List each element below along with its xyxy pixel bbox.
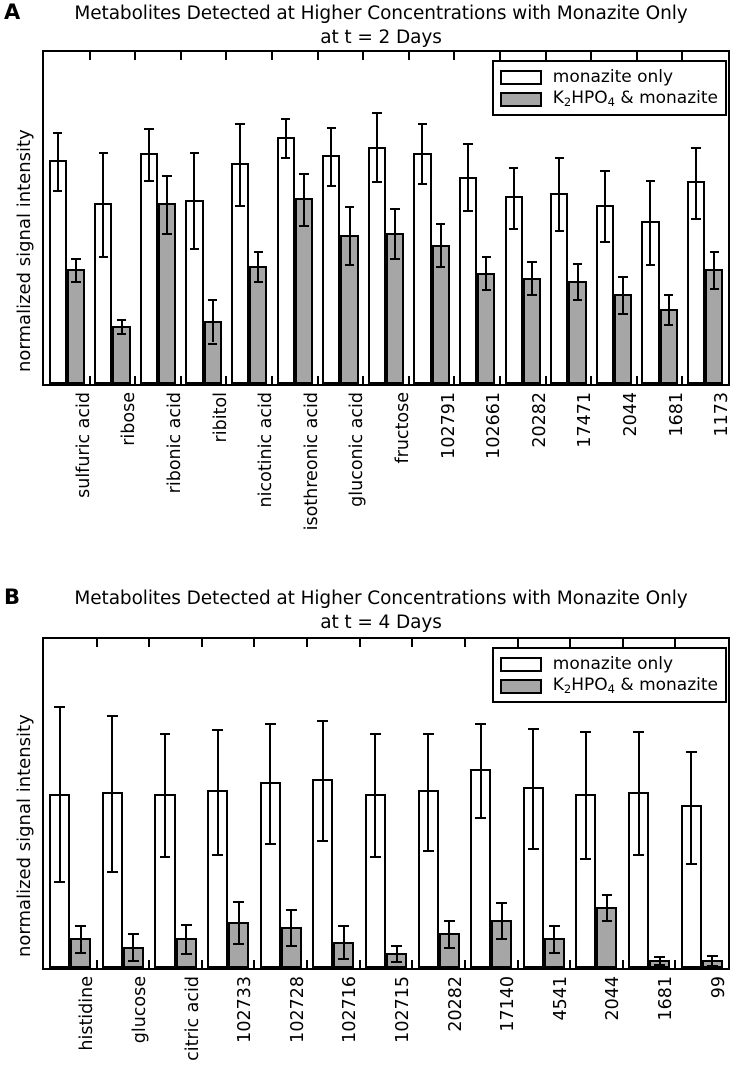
error-bar-line	[558, 157, 560, 230]
error-bar-line	[485, 256, 487, 289]
error-bar-line	[75, 258, 77, 281]
error-bar-cap	[509, 228, 518, 230]
error-bar-cap	[370, 733, 381, 735]
axis-tick	[453, 52, 455, 60]
error-bar-cap	[573, 263, 582, 265]
axis-tick	[317, 376, 319, 384]
error-bar-line	[531, 261, 533, 294]
error-bar-line	[148, 128, 150, 179]
error-bar-cap	[654, 956, 665, 958]
error-bar-cap	[664, 294, 673, 296]
x-tick-label-text: gluconic acid	[347, 392, 368, 507]
error-bar-cap	[338, 958, 349, 960]
x-tick-label-text: 20282	[445, 976, 466, 1032]
axis-tick	[253, 639, 255, 647]
x-tick-label-text: 1681	[656, 976, 677, 1021]
error-bar-cap	[633, 731, 644, 733]
bar-monazite-only	[49, 160, 67, 384]
error-bar-line	[713, 251, 715, 288]
error-bar-cap	[327, 185, 336, 187]
axis-tick	[569, 960, 571, 968]
error-bar-cap	[370, 856, 381, 858]
axis-tick	[271, 52, 273, 60]
error-bar-line	[448, 920, 450, 946]
axis-tick	[464, 639, 466, 647]
error-bar-cap	[372, 181, 381, 183]
error-bar-line	[396, 945, 398, 961]
bar-monazite-only	[140, 153, 158, 384]
x-tick-label-text: 102715	[393, 976, 413, 1043]
x-tick-label-text: 99	[708, 976, 729, 999]
x-tick-label-text: 17140	[498, 976, 519, 1032]
error-bar-line	[394, 208, 396, 258]
error-bar-cap	[265, 843, 276, 845]
error-bar-cap	[281, 157, 290, 159]
error-bar-cap	[646, 180, 655, 182]
axis-tick	[359, 639, 361, 647]
error-bar-cap	[254, 281, 263, 283]
axis-tick	[590, 376, 592, 384]
error-bar-cap	[707, 955, 718, 957]
error-bar-cap	[144, 180, 153, 182]
error-bar-line	[376, 112, 378, 182]
error-bar-line	[185, 924, 187, 954]
error-bar-line	[80, 925, 82, 951]
error-bar-cap	[212, 854, 223, 856]
error-bar-line	[290, 909, 292, 945]
error-bar-cap	[345, 206, 354, 208]
error-bar-line	[217, 729, 219, 854]
error-bar-cap	[710, 288, 719, 290]
axis-tick	[134, 376, 136, 384]
error-bar-cap	[53, 190, 62, 192]
axis-tick	[317, 52, 319, 60]
error-bar-cap	[233, 901, 244, 903]
error-bar-cap	[436, 223, 445, 225]
axis-tick	[362, 376, 364, 384]
error-bar-line	[695, 147, 697, 218]
axis-tick	[359, 960, 361, 968]
x-tick-label-text: sulfuric acid	[73, 392, 94, 498]
x-tick-label-text: ribose	[119, 392, 140, 446]
axis-tick	[636, 52, 638, 60]
axis-tick	[545, 52, 547, 60]
x-tick-label-text: 102661	[484, 392, 505, 459]
error-bar-line	[480, 723, 482, 817]
error-bar-cap	[212, 729, 223, 731]
error-bar-line	[585, 731, 587, 858]
error-bar-line	[374, 733, 376, 856]
axis-tick	[201, 639, 203, 647]
panel-a-title-line1: Metabolites Detected at Higher Concentrations with Monazite Only	[74, 3, 688, 24]
error-bar-cap	[99, 256, 108, 258]
error-bar-cap	[107, 871, 118, 873]
error-bar-cap	[254, 251, 263, 253]
legend-row-monazite-only	[500, 66, 718, 88]
error-bar-line	[668, 294, 670, 324]
legend-label-monazite-only: monazite only	[552, 66, 674, 87]
error-bar-line	[269, 723, 271, 843]
error-bar-line	[349, 206, 351, 264]
x-tick-label-text: 17471	[575, 392, 596, 448]
error-bar-cap	[436, 266, 445, 268]
error-bar-line	[212, 299, 214, 342]
legend-label-monazite-only: monazite only	[552, 653, 674, 674]
error-bar-cap	[555, 157, 564, 159]
error-bar-cap	[181, 924, 192, 926]
axis-tick	[96, 960, 98, 968]
error-bar-cap	[338, 925, 349, 927]
error-bar-cap	[475, 817, 486, 819]
error-bar-cap	[190, 248, 199, 250]
x-tick-label-text: ribonic acid	[165, 392, 185, 494]
error-bar-cap	[496, 938, 507, 940]
axis-tick	[636, 376, 638, 384]
error-bar-cap	[555, 230, 564, 232]
error-bar-cap	[208, 299, 217, 301]
x-tick-label-text: citric acid	[182, 976, 203, 1061]
bar-k2hpo4-monazite	[249, 266, 267, 384]
error-bar-cap	[549, 925, 560, 927]
axis-tick	[499, 376, 501, 384]
error-bar-cap	[75, 925, 86, 927]
error-bar-line	[193, 152, 195, 248]
error-bar-cap	[71, 281, 80, 283]
axis-tick	[622, 960, 624, 968]
error-bar-line	[164, 733, 166, 856]
panel-b-title-line2: at t = 4 Days	[320, 612, 442, 633]
error-bar-cap	[496, 902, 507, 904]
error-bar-cap	[107, 715, 118, 717]
error-bar-cap	[509, 167, 518, 169]
error-bar-line	[111, 715, 113, 871]
legend-row-monazite-only	[500, 653, 718, 675]
error-bar-cap	[600, 241, 609, 243]
legend-row-k2hpo4-monazite	[500, 88, 718, 110]
panel-b-title-line1: Metabolites Detected at Higher Concentrations with Monazite Only	[74, 588, 688, 609]
panel-a-y-axis-label: normalized signal intensity	[14, 129, 35, 372]
axis-tick	[89, 376, 91, 384]
error-bar-cap	[475, 723, 486, 725]
bar-k2hpo4-monazite	[112, 326, 130, 384]
bar-monazite-only	[277, 137, 295, 384]
error-bar-cap	[286, 909, 297, 911]
axis-tick	[201, 960, 203, 968]
error-bar-line	[440, 223, 442, 266]
legend-swatch-k2hpo4-monazite	[500, 92, 542, 107]
error-bar-cap	[75, 952, 86, 954]
error-bar-line	[553, 925, 555, 951]
error-bar-cap	[423, 850, 434, 852]
axis-tick	[89, 52, 91, 60]
error-bar-cap	[549, 952, 560, 954]
error-bar-cap	[618, 313, 627, 315]
error-bar-cap	[600, 170, 609, 172]
axis-tick	[408, 376, 410, 384]
error-bar-line	[606, 894, 608, 920]
axis-tick	[681, 52, 683, 60]
axis-tick	[271, 376, 273, 384]
panel-b	[0, 585, 739, 1087]
error-bar-cap	[686, 751, 697, 753]
error-bar-cap	[117, 333, 126, 335]
error-bar-cap	[482, 256, 491, 258]
error-bar-cap	[235, 205, 244, 207]
error-bar-cap	[390, 208, 399, 210]
x-tick-label-text: 2044	[621, 392, 641, 437]
error-bar-cap	[71, 258, 80, 260]
error-bar-cap	[160, 856, 171, 858]
error-bar-line	[622, 276, 624, 313]
error-bar-cap	[710, 251, 719, 253]
x-tick-label-text: nicotinic acid	[256, 392, 277, 508]
axis-tick	[517, 960, 519, 968]
error-bar-line	[427, 733, 429, 850]
error-bar-cap	[527, 261, 536, 263]
error-bar-cap	[299, 173, 308, 175]
legend-row-k2hpo4-monazite	[500, 675, 718, 697]
error-bar-cap	[317, 840, 328, 842]
error-bar-cap	[390, 258, 399, 260]
x-tick-label-text: 1681	[666, 392, 687, 437]
x-tick-label-text: fructose	[393, 392, 413, 464]
error-bar-cap	[573, 299, 582, 301]
x-tick-label-text: isothreonic acid	[301, 392, 322, 531]
axis-tick	[225, 376, 227, 384]
error-bar-cap	[391, 961, 402, 963]
axis-tick	[681, 376, 683, 384]
error-bar-line	[330, 127, 332, 185]
error-bar-line	[102, 152, 104, 257]
error-bar-cap	[99, 152, 108, 154]
bar-monazite-only	[322, 155, 340, 384]
error-bar-cap	[528, 848, 539, 850]
panel-a-title-line2: at t = 2 Days	[320, 27, 442, 48]
x-tick-label-text: 2044	[603, 976, 624, 1021]
error-bar-cap	[633, 854, 644, 856]
error-bar-cap	[707, 965, 718, 967]
error-bar-cap	[423, 733, 434, 735]
error-bar-line	[577, 263, 579, 300]
error-bar-line	[285, 118, 287, 156]
x-tick-label-text: 102716	[340, 976, 361, 1043]
legend-label-k2hpo4-monazite: $K_2HPO_4$ & monazite	[552, 674, 718, 696]
error-bar-cap	[646, 264, 655, 266]
axis-tick	[180, 52, 182, 60]
error-bar-cap	[391, 945, 402, 947]
error-bar-line	[690, 751, 692, 863]
error-bar-cap	[53, 132, 62, 134]
error-bar-cap	[281, 118, 290, 120]
error-bar-line	[649, 180, 651, 265]
error-bar-cap	[345, 264, 354, 266]
axis-tick	[590, 52, 592, 60]
error-bar-cap	[691, 147, 700, 149]
error-bar-cap	[190, 152, 199, 154]
axis-tick	[408, 52, 410, 60]
error-bar-cap	[528, 728, 539, 730]
x-tick-label-text: 4541	[550, 976, 571, 1021]
error-bar-cap	[418, 123, 427, 125]
error-bar-cap	[618, 276, 627, 278]
panel-b-y-axis-label: normalized signal intensity	[14, 714, 35, 957]
error-bar-cap	[299, 225, 308, 227]
error-bar-cap	[664, 324, 673, 326]
error-bar-line	[501, 902, 503, 938]
error-bar-cap	[160, 733, 171, 735]
error-bar-cap	[317, 720, 328, 722]
error-bar-line	[303, 173, 305, 224]
error-bar-line	[257, 251, 259, 281]
x-tick-label-text: glucose	[129, 976, 150, 1044]
panel-a-title	[28, 2, 734, 50]
axis-tick	[622, 639, 624, 647]
error-bar-cap	[235, 123, 244, 125]
x-tick-label-text: 1173	[712, 392, 733, 437]
error-bar-cap	[181, 953, 192, 955]
error-bar-cap	[444, 947, 455, 949]
error-bar-line	[57, 132, 59, 190]
x-tick-label-text: 20282	[529, 392, 550, 448]
error-bar-cap	[602, 894, 613, 896]
x-tick-label-text: ribitol	[210, 392, 231, 443]
error-bar-cap	[327, 127, 336, 129]
error-bar-cap	[144, 128, 153, 130]
axis-tick	[134, 52, 136, 60]
error-bar-cap	[265, 723, 276, 725]
error-bar-cap	[602, 920, 613, 922]
error-bar-cap	[128, 960, 139, 962]
error-bar-line	[513, 167, 515, 228]
x-tick-label-text: histidine	[77, 976, 98, 1051]
axis-tick	[306, 960, 308, 968]
error-bar-cap	[580, 858, 591, 860]
axis-tick	[96, 639, 98, 647]
error-bar-line	[421, 123, 423, 183]
error-bar-cap	[162, 175, 171, 177]
error-bar-line	[132, 933, 134, 959]
axis-tick	[148, 639, 150, 647]
axis-tick	[517, 639, 519, 647]
panel-a-legend	[492, 60, 727, 116]
error-bar-cap	[372, 112, 381, 114]
error-bar-cap	[208, 343, 217, 345]
error-bar-line	[166, 175, 168, 233]
axis-tick	[362, 52, 364, 60]
error-bar-cap	[117, 319, 126, 321]
error-bar-cap	[686, 863, 697, 865]
bar-monazite-only	[413, 153, 431, 384]
error-bar-line	[532, 728, 534, 848]
axis-tick	[148, 960, 150, 968]
axis-tick	[411, 639, 413, 647]
panel-b-title	[28, 587, 734, 635]
axis-tick	[569, 639, 571, 647]
axis-tick	[180, 376, 182, 384]
axis-tick	[674, 960, 676, 968]
panel-a-letter: A	[4, 0, 21, 24]
error-bar-cap	[233, 943, 244, 945]
error-bar-cap	[691, 218, 700, 220]
error-bar-cap	[128, 933, 139, 935]
legend-label-k2hpo4-monazite: $K_2HPO_4$ & monazite	[552, 87, 718, 109]
error-bar-cap	[482, 289, 491, 291]
error-bar-cap	[463, 210, 472, 212]
error-bar-cap	[654, 964, 665, 966]
error-bar-cap	[54, 881, 65, 883]
bar-k2hpo4-monazite	[67, 269, 85, 384]
error-bar-cap	[527, 294, 536, 296]
x-tick-label-text: 102733	[235, 976, 256, 1043]
error-bar-cap	[463, 143, 472, 145]
error-bar-line	[343, 925, 345, 958]
panel-b-legend	[492, 647, 727, 703]
error-bar-cap	[54, 706, 65, 708]
error-bar-cap	[286, 945, 297, 947]
axis-tick	[253, 960, 255, 968]
axis-tick	[545, 376, 547, 384]
axis-tick	[464, 960, 466, 968]
axis-tick	[499, 52, 501, 60]
x-tick-label-text: 102791	[438, 392, 459, 459]
error-bar-cap	[162, 233, 171, 235]
error-bar-cap	[444, 920, 455, 922]
legend-swatch-monazite-only	[500, 70, 542, 85]
panel-b-letter: B	[4, 585, 21, 609]
axis-tick	[674, 639, 676, 647]
error-bar-line	[59, 706, 61, 880]
axis-tick	[225, 52, 227, 60]
axis-tick	[411, 960, 413, 968]
error-bar-line	[638, 731, 640, 854]
error-bar-line	[467, 143, 469, 209]
x-tick-label-text: 102728	[287, 976, 308, 1043]
legend-swatch-monazite-only	[500, 657, 542, 672]
error-bar-cap	[580, 731, 591, 733]
axis-tick	[453, 376, 455, 384]
legend-swatch-k2hpo4-monazite	[500, 679, 542, 694]
error-bar-line	[604, 170, 606, 241]
error-bar-cap	[418, 183, 427, 185]
error-bar-line	[239, 123, 241, 204]
error-bar-line	[238, 901, 240, 944]
error-bar-line	[322, 720, 324, 840]
axis-tick	[306, 639, 308, 647]
